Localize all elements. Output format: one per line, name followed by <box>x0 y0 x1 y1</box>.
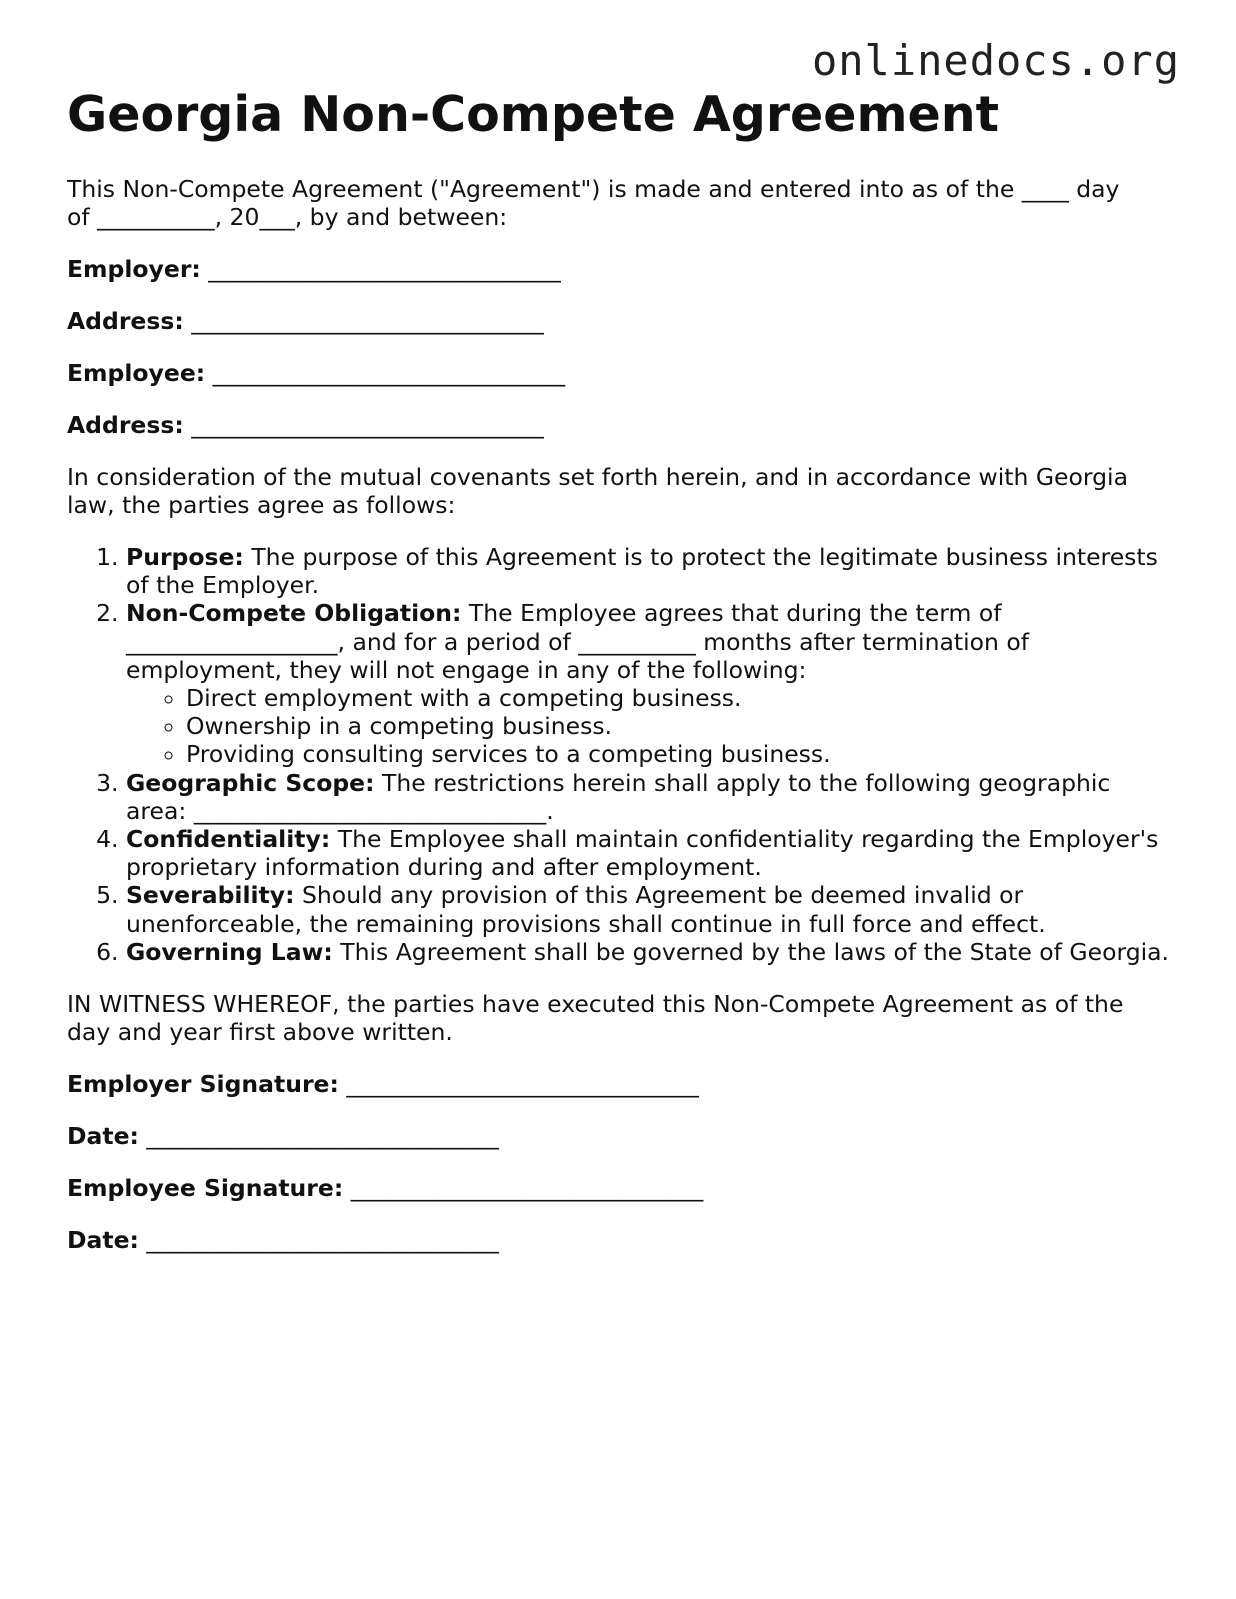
watermark: onlinedocs.org <box>811 36 1180 85</box>
term-text: This Agreement shall be governed by the laws of the State of Georgia. <box>340 937 1170 966</box>
term-governing-law <box>126 938 1177 966</box>
employee-field <box>67 359 1177 387</box>
employer-date-label: Date: <box>67 1121 139 1150</box>
subitem: ◦ Providing consulting services to a competing business. <box>186 740 1177 768</box>
employer-field <box>67 255 1177 283</box>
document-title: Georgia Non-Compete Agreement <box>67 86 1000 143</box>
employee-signature-field <box>67 1174 1177 1202</box>
employer-signature-blank: ______________________________ <box>346 1069 699 1098</box>
employee-signature-label: Employee Signature: <box>67 1173 344 1202</box>
consideration-paragraph <box>67 463 1177 519</box>
employer-address-blank: ______________________________ <box>191 306 544 335</box>
intro-line-2: of __________, 20___, by and between: <box>67 202 508 231</box>
employee-address-field <box>67 411 1177 439</box>
term-heading: Purpose: <box>126 542 244 571</box>
term-heading: Geographic Scope: <box>126 768 375 797</box>
witness-paragraph <box>67 990 1177 1046</box>
employee-address-label: Address: <box>67 410 184 439</box>
employer-blank: ______________________________ <box>208 254 561 283</box>
term-heading: Non-Compete Obligation: <box>126 599 462 628</box>
term-text: The Employee shall maintain confidentiality regarding the Employer's proprietary information during and after employment. <box>126 824 1159 882</box>
employee-date-label: Date: <box>67 1225 139 1254</box>
term-text-line-1: The restrictions herein shall apply to the following geographic <box>382 768 1111 797</box>
term-text-line-2: area: ______________________________. <box>126 796 554 825</box>
employer-date-field <box>67 1122 1177 1150</box>
term-confidentiality <box>126 825 1177 881</box>
employee-date-field <box>67 1226 1177 1254</box>
term-severability <box>126 881 1177 937</box>
term-text: Should any provision of this Agreement be deemed invalid or unenforceable, the remaining provisions shall continue in full force and effect. <box>126 881 1046 938</box>
employee-address-blank: ______________________________ <box>191 410 544 439</box>
term-heading: Severability: <box>126 881 295 910</box>
term-text-line-2: __________________, and for a period of __________ months after termination of <box>126 627 1030 656</box>
employer-address-field <box>67 307 1177 335</box>
employee-blank: ______________________________ <box>212 358 566 387</box>
intro-paragraph <box>67 175 1177 231</box>
term-text-line-3: employment, they will not engage in any of the following: <box>126 655 807 684</box>
consideration-line-2: law, the parties agree as follows: <box>67 490 456 519</box>
employer-label: Employer: <box>67 254 201 283</box>
term-text-line-1: The Employee agrees that during the term of <box>468 599 1002 628</box>
term-purpose <box>126 543 1177 599</box>
terms-list <box>67 543 1177 966</box>
employee-date-blank: ______________________________ <box>146 1225 499 1254</box>
non-compete-subitems <box>126 684 1177 769</box>
subitem: ◦ Direct employment with a competing business. <box>186 684 1177 712</box>
employer-date-blank: ______________________________ <box>146 1121 499 1150</box>
employee-signature-blank: ______________________________ <box>350 1173 704 1202</box>
term-heading: Governing Law: <box>126 937 333 966</box>
employer-signature-label: Employer Signature: <box>67 1069 339 1098</box>
term-geographic-scope <box>126 769 1177 825</box>
document-page <box>67 88 1177 1254</box>
consideration-line-1: In consideration of the mutual covenants set forth herein, and in accordance with Georgia <box>67 462 1128 491</box>
term-heading: Confidentiality: <box>126 824 331 853</box>
intro-line-1: This Non-Compete Agreement ("Agreement") is made and entered into as of the ____ day <box>67 174 1120 203</box>
employee-label: Employee: <box>67 358 206 387</box>
employer-signature-field <box>67 1070 1177 1098</box>
employer-address-label: Address: <box>67 306 184 335</box>
term-text: The purpose of this Agreement is to protect the legitimate business interests of the Employer. <box>126 542 1158 600</box>
term-non-compete <box>126 599 1177 768</box>
subitem: ◦ Ownership in a competing business. <box>186 712 1177 740</box>
witness-line-1: IN WITNESS WHEREOF, the parties have executed this Non-Compete Agreement as of the <box>67 989 1124 1018</box>
witness-line-2: day and year first above written. <box>67 1017 453 1046</box>
